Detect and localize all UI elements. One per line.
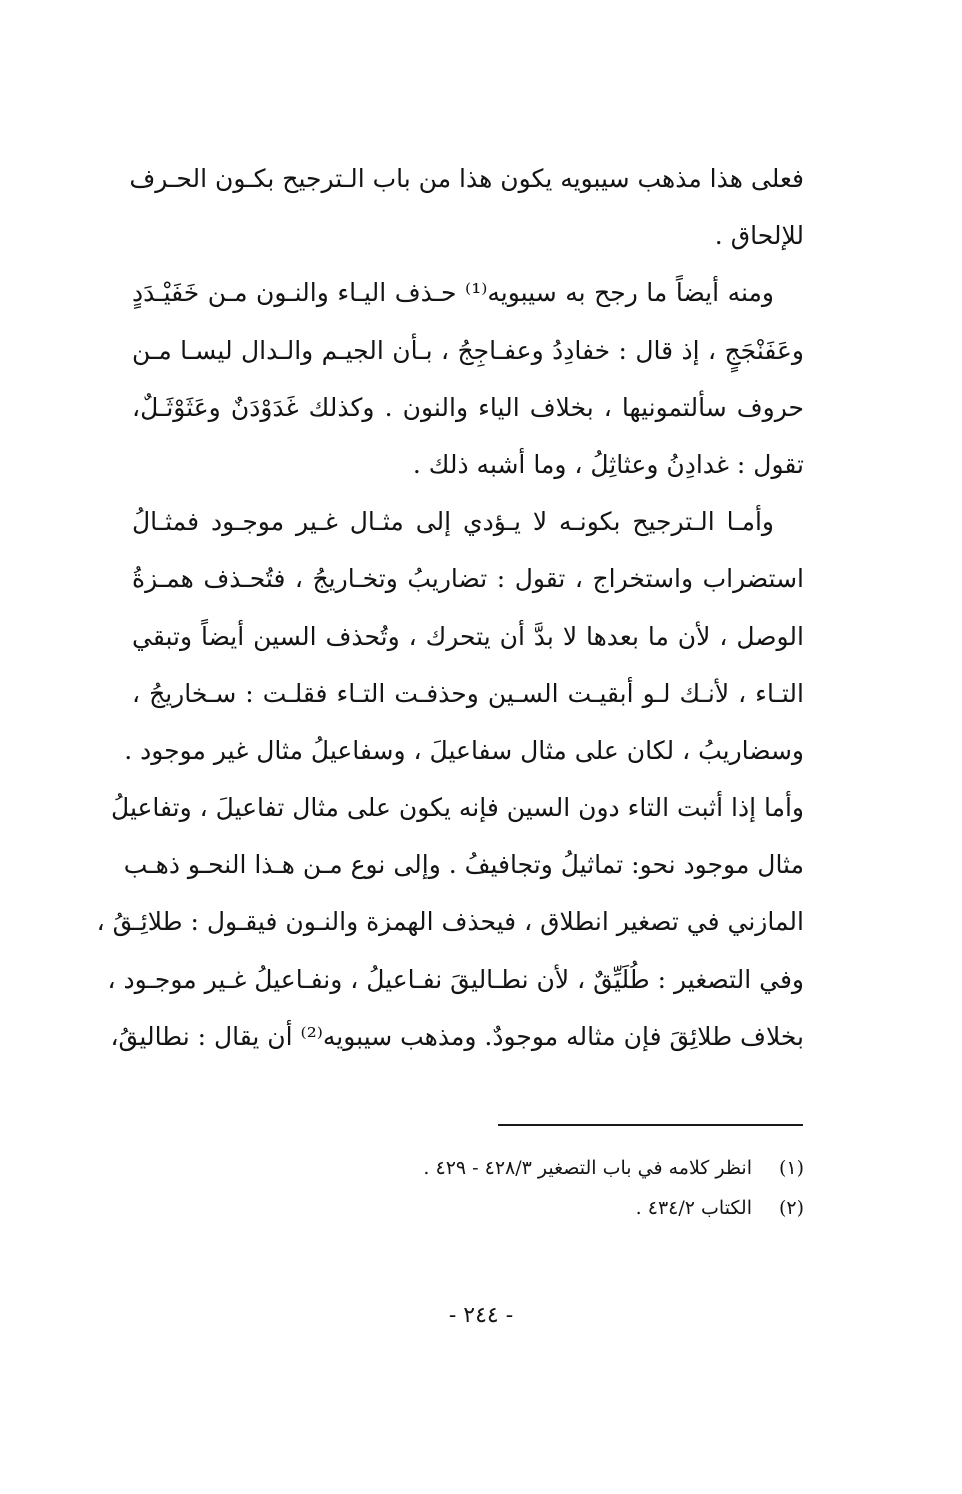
- text-line: وفي التصغير : طُلَيِّقٌ ، لأن نطـاليقَ نفـاعيلُ ، ونفـاعيلُ غـير موجـود ،: [107, 964, 804, 994]
- text-line: ومنه أيضاً ما رجح به سيبويه⁽¹⁾ حـذف اليـاء والنـون مـن خَفَيْـدَدٍ: [132, 278, 774, 308]
- text-line: وسضاريبُ ، لكان على مثال سفاعيلَ ، وسفاعيلُ مثال غير موجود .: [124, 735, 804, 765]
- text-line: المازني في تصغير انطلاق ، فيحذف الهمزة والنـون فيقـول : طلائِـقُ ،: [96, 907, 804, 937]
- text-line: استضراب واستخراج ، تقول : تضاريبُ وتخـاريجُ ، فتُحـذف همـزةُ: [132, 564, 804, 594]
- footnote-item: [164, 1148, 804, 1188]
- text-line: بخلاف طلائِقَ فإن مثاله موجودٌ. ومذهب سيبويه⁽²⁾ أن يقال : نطاليقُ،: [110, 1021, 804, 1051]
- text-line: للإلحاق .: [714, 221, 804, 251]
- footnote-text: الكتاب ٤٣٤/٢ .: [635, 1197, 752, 1219]
- footnote-text: انظر كلامه في باب التصغير ٤٢٨/٣ - ٤٢٩ .: [423, 1157, 752, 1179]
- text-line: تقول : غدادِنُ وعثاثِلُ ، وما أشبه ذلك .: [412, 449, 804, 479]
- text-line: وأما إذا أثبت التاء دون السين فإنه يكون على مثال تفاعيلَ ، وتفاعيلُ: [111, 793, 804, 823]
- text-line: وعَفَنْجَجٍ ، إذ قال : خفادِدُ وعفـاجِجُ ، بـأن الجيـم والـدال ليسـا مـن: [132, 335, 804, 365]
- body-text: [96, 150, 804, 1065]
- text-line: وأمـا الـترجيح بكونـه لا يـؤدي إلى مثـال غـير موجـود فمثـالُ: [132, 507, 774, 537]
- text-line: مثال موجود نحو: تماثيلُ وتجافيفُ . وإلى نوع مـن هـذا النحـو ذهـب: [123, 850, 804, 880]
- footnote-number: (٢): [778, 1197, 804, 1219]
- page-number: - ٢٤٤ -: [448, 1303, 514, 1328]
- text-line: حروف سألتمونيها ، بخلاف الياء والنون . وكذلك غَدَوْدَنٌ وعَثَوْثَـلٌ،: [132, 392, 804, 422]
- footnote-item: [164, 1188, 804, 1228]
- footnotes: [164, 1148, 804, 1228]
- footnote-number: (١): [778, 1157, 804, 1179]
- text-line: التـاء ، لأنـك لـو أبقيـت السـين وحذفـت التـاء فقلـت : سـخاريجُ ،: [132, 678, 804, 708]
- footnote-divider: [498, 1124, 803, 1126]
- text-line: فعلى هذا مذهب سيبويه يكون هذا من باب الـترجيح بكـون الحـرف: [129, 164, 804, 193]
- text-line: الوصل ، لأن ما بعدها لا بدَّ أن يتحرك ، وتُحذف السين أيضاً وتبقي: [132, 621, 804, 651]
